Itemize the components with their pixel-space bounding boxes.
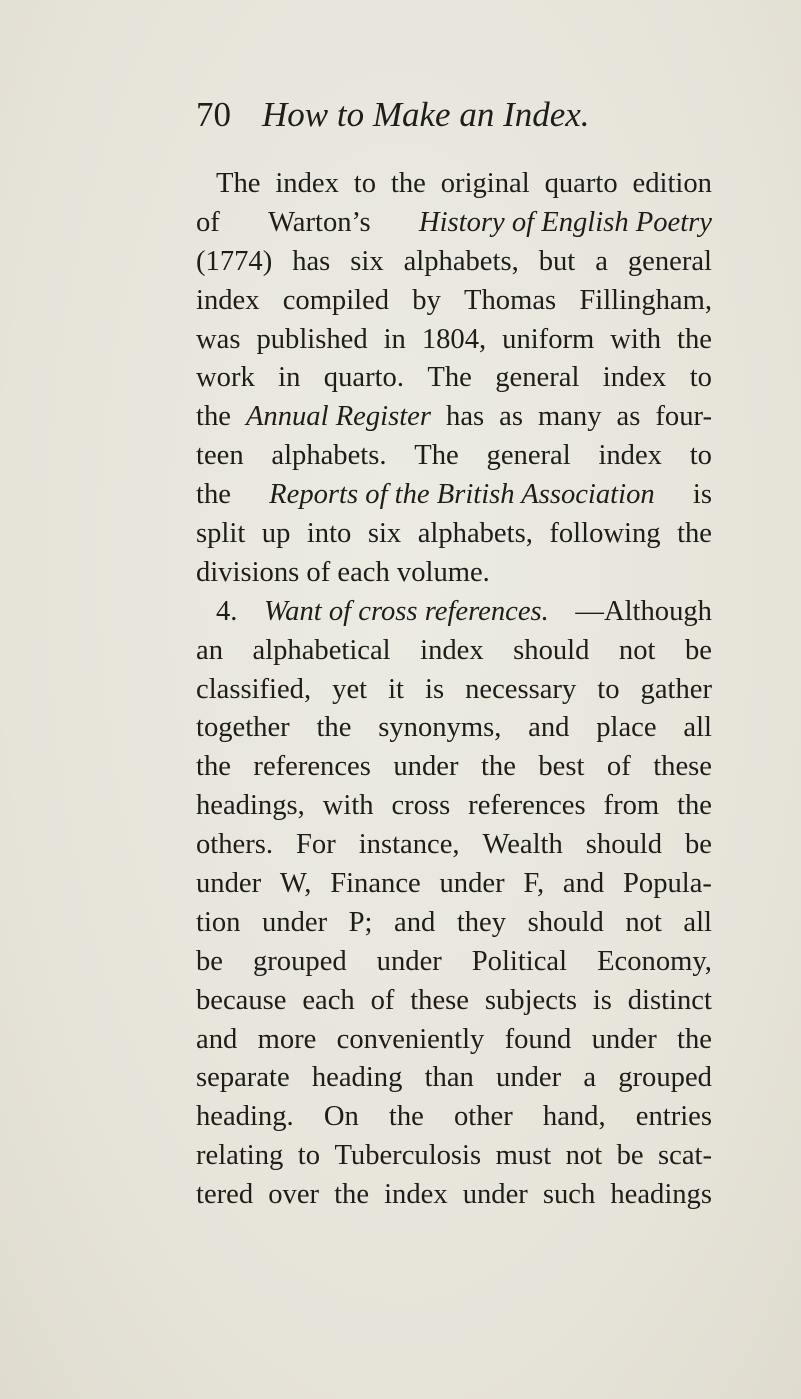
word: index	[196, 284, 260, 316]
word: these	[653, 751, 712, 783]
word: alphabetical	[252, 634, 391, 666]
body-text	[196, 165, 712, 1215]
word: in	[278, 362, 301, 394]
word: be	[685, 829, 712, 861]
text-line	[196, 904, 712, 943]
text-line	[196, 359, 712, 398]
book-title-reports-british-association: Reports of the British Association	[269, 479, 655, 511]
word: Tuberculosis	[334, 1140, 482, 1172]
word: quarto.	[323, 362, 404, 394]
word: separate	[196, 1062, 290, 1094]
word: yet	[332, 673, 368, 705]
word: Wealth	[482, 829, 563, 861]
text-line	[196, 204, 712, 243]
word: others.	[196, 829, 274, 861]
word: references	[468, 790, 586, 822]
word: compiled	[282, 284, 390, 316]
text-line	[196, 1098, 712, 1137]
word: edition	[632, 168, 712, 199]
word: was	[196, 323, 241, 355]
word: and	[196, 1023, 238, 1055]
word: they	[456, 906, 507, 938]
text-line	[196, 787, 712, 826]
word: Finance	[330, 868, 421, 900]
word: by	[412, 284, 441, 316]
word: heading	[311, 1062, 403, 1094]
word: general	[627, 245, 712, 277]
word: the	[316, 712, 352, 744]
word: should	[527, 906, 604, 938]
word: entries	[635, 1101, 712, 1133]
word: under	[393, 751, 459, 783]
word: tered	[196, 1179, 254, 1211]
word: cross	[391, 790, 451, 822]
word: to	[689, 362, 712, 394]
word: six	[367, 518, 402, 550]
word: The	[216, 168, 261, 199]
word: each	[302, 984, 355, 1016]
text-line	[196, 709, 712, 748]
word: all	[683, 906, 712, 938]
word: the	[388, 1101, 424, 1133]
word: alphabets,	[403, 245, 519, 277]
book-title-history-of-english-poetry: History of English Poetry	[418, 206, 712, 238]
text-line	[196, 943, 712, 982]
word: Popula-	[623, 868, 712, 900]
word: following	[549, 518, 661, 550]
word: teen	[196, 440, 244, 472]
word: and	[394, 906, 436, 938]
word: four-	[655, 401, 712, 433]
word: headings	[610, 1179, 712, 1211]
word: The	[427, 362, 472, 394]
word: scat-	[658, 1140, 712, 1172]
word: instance,	[358, 829, 460, 861]
word: place	[596, 712, 657, 744]
word: references	[253, 751, 371, 783]
word: of	[370, 984, 395, 1016]
word: general	[495, 362, 580, 394]
word: classified,	[196, 673, 312, 705]
word: under	[196, 868, 262, 900]
word: together	[196, 712, 290, 744]
word: under	[262, 906, 328, 938]
word: has	[292, 245, 331, 277]
word: must	[495, 1140, 552, 1172]
word: uniform	[502, 323, 595, 355]
word: index	[420, 634, 484, 666]
text-line	[196, 982, 712, 1021]
text-line	[196, 282, 712, 321]
word: W,	[279, 868, 312, 900]
word: split	[196, 518, 246, 550]
word: is	[692, 479, 712, 511]
word: the	[480, 751, 516, 783]
text-line	[196, 243, 712, 282]
text-line	[196, 826, 712, 865]
word: general	[486, 440, 571, 472]
text-line: divisions of each volume.	[196, 556, 490, 588]
word: other	[453, 1101, 513, 1133]
page-number: 70	[196, 95, 231, 134]
word: relating	[196, 1140, 284, 1172]
word: as	[499, 401, 523, 433]
word: The	[414, 440, 459, 472]
word: with	[610, 323, 662, 355]
word: gather	[640, 673, 712, 705]
word: tion	[196, 906, 241, 938]
word: P;	[348, 906, 373, 938]
word: not	[618, 634, 656, 666]
word: under	[376, 945, 442, 977]
word: the	[677, 1023, 712, 1055]
word: under	[439, 868, 505, 900]
text-line	[196, 1137, 712, 1176]
word: grouped	[618, 1062, 712, 1094]
text-line	[196, 437, 712, 476]
word: of	[606, 751, 631, 783]
word: (1774)	[196, 245, 273, 277]
word: the	[677, 790, 712, 822]
word: from	[603, 790, 660, 822]
word: and	[528, 712, 570, 744]
word: because	[196, 984, 287, 1016]
word: headings,	[196, 790, 305, 822]
word: such	[542, 1179, 596, 1211]
word: to	[297, 1140, 321, 1172]
word: in	[383, 323, 406, 355]
text-line	[196, 671, 712, 710]
word: should	[513, 634, 590, 666]
word: published	[256, 323, 368, 355]
text-line	[196, 865, 712, 904]
running-title: How to Make an Index.	[262, 95, 590, 134]
word: work	[196, 362, 255, 394]
text-line	[196, 1021, 712, 1060]
word: an	[196, 634, 223, 666]
text-line	[196, 398, 712, 437]
word: index	[384, 1179, 448, 1211]
word: these	[410, 984, 469, 1016]
word: a	[595, 245, 608, 277]
word: On	[323, 1101, 359, 1133]
word: For	[296, 829, 336, 861]
word: F,	[523, 868, 545, 900]
word: hand,	[542, 1101, 606, 1133]
word: the	[196, 751, 231, 783]
word: to	[353, 168, 377, 199]
word: into	[306, 518, 352, 550]
word: not	[565, 1140, 603, 1172]
word: the	[677, 323, 712, 355]
word: best	[538, 751, 585, 783]
word: it	[388, 673, 404, 705]
word: be	[684, 634, 712, 666]
word: than	[424, 1062, 474, 1094]
word: subjects	[484, 984, 577, 1016]
word: the	[390, 168, 426, 199]
word: Political	[471, 945, 568, 977]
word: Economy,	[597, 945, 712, 977]
text-line	[196, 476, 712, 515]
text-line	[196, 748, 712, 787]
word: as	[616, 401, 641, 433]
word: a	[583, 1062, 597, 1094]
word: Warton’s	[268, 206, 371, 238]
word: has	[446, 401, 485, 433]
book-title-annual-register: Annual Register	[245, 401, 431, 433]
text-line	[196, 593, 712, 632]
word: alphabets,	[417, 518, 533, 550]
word: Fillingham,	[579, 284, 712, 316]
word: not	[625, 906, 662, 938]
text-line	[196, 632, 712, 671]
word: under	[591, 1023, 657, 1055]
word: more	[257, 1023, 317, 1055]
word: six	[350, 245, 384, 277]
word: to	[597, 673, 620, 705]
word: all	[683, 712, 712, 744]
word: and	[562, 868, 605, 900]
word: original	[440, 168, 530, 199]
word: distinct	[627, 984, 712, 1016]
text-line	[196, 1176, 712, 1215]
word: index	[275, 168, 339, 199]
word: 4.	[216, 595, 238, 627]
word: grouped	[252, 945, 347, 977]
word: is	[592, 984, 612, 1016]
word: under	[462, 1179, 528, 1211]
word: quarto	[544, 168, 618, 199]
word: the	[334, 1179, 370, 1211]
word: many	[538, 401, 602, 433]
word: with	[322, 790, 374, 822]
word: alphabets.	[271, 440, 387, 472]
word: index	[598, 440, 662, 472]
word: necessary	[465, 673, 577, 705]
text-line	[196, 165, 712, 204]
word: the	[196, 479, 231, 511]
text-line	[196, 515, 712, 554]
word: —Although	[575, 595, 712, 627]
word: be	[196, 945, 223, 977]
word: heading.	[196, 1101, 294, 1133]
word: 1804,	[421, 323, 487, 355]
text-line	[196, 321, 712, 360]
word: the	[196, 401, 231, 433]
word: be	[616, 1140, 644, 1172]
word: but	[538, 245, 576, 277]
section-heading-want-of-cross-references: Want of cross references.	[263, 595, 549, 627]
word: of	[196, 206, 220, 238]
text-line	[196, 1059, 712, 1098]
word: over	[268, 1179, 320, 1211]
word: found	[504, 1023, 572, 1055]
word: is	[425, 673, 445, 705]
word: synonyms,	[378, 712, 502, 744]
word: up	[261, 518, 291, 550]
word: should	[585, 829, 663, 861]
word: index	[602, 362, 667, 394]
word: Thomas	[464, 284, 557, 316]
word: under	[496, 1062, 562, 1094]
word: to	[689, 440, 712, 472]
word: conveniently	[336, 1023, 485, 1055]
word: the	[677, 518, 712, 550]
